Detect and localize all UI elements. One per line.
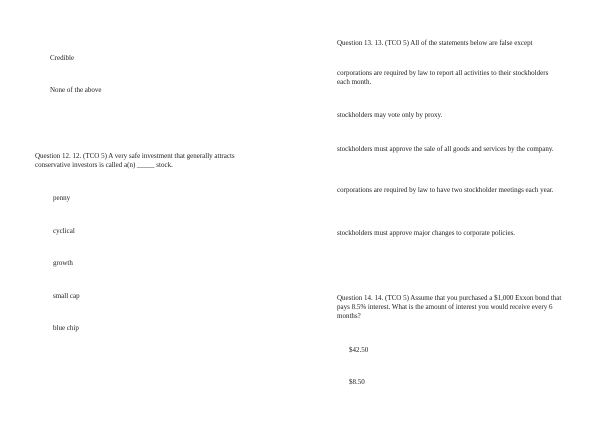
q12-option-penny[interactable]: penny: [53, 194, 71, 202]
q11-option-none-of-the-above[interactable]: None of the above: [50, 86, 102, 94]
q12-question-text: Question 12. 12. (TCO 5) A very safe investment that generally attracts conservative investors is called a(n) _____ stock.: [35, 152, 235, 169]
q12-option-blue-chip[interactable]: blue chip: [53, 324, 79, 332]
q12-option-small-cap[interactable]: small cap: [53, 292, 80, 300]
q11-option-credible[interactable]: Credible: [50, 54, 75, 62]
q13-option-vote-by-proxy[interactable]: stockholders may vote only by proxy.: [337, 111, 443, 119]
q13-option-two-meetings[interactable]: corporations are required by law to have two stockholder meetings each year.: [337, 186, 554, 194]
q13-question-text: Question 13. 13. (TCO 5) All of the statements below are false except: [337, 39, 533, 47]
q14-question-text: Question 14. 14. (TCO 5) Assume that you purchased a $1,000 Exxon bond that pays 8.5% interest. What is the amount of interest you would receive every 6 months?: [337, 294, 562, 320]
q13-option-approve-sale[interactable]: stockholders must approve the sale of all goods and services by the company.: [337, 145, 554, 153]
q14-option-8-50[interactable]: $8.50: [349, 378, 365, 386]
q12-option-growth[interactable]: growth: [53, 259, 73, 267]
q13-option-report-monthly[interactable]: corporations are required by law to report all activities to their stockholders each month.: [337, 69, 549, 86]
q13-option-approve-policies[interactable]: stockholders must approve major changes to corporate policies.: [337, 229, 516, 237]
q12-option-cyclical[interactable]: cyclical: [53, 227, 75, 235]
q14-option-42-50[interactable]: $42.50: [349, 346, 369, 354]
